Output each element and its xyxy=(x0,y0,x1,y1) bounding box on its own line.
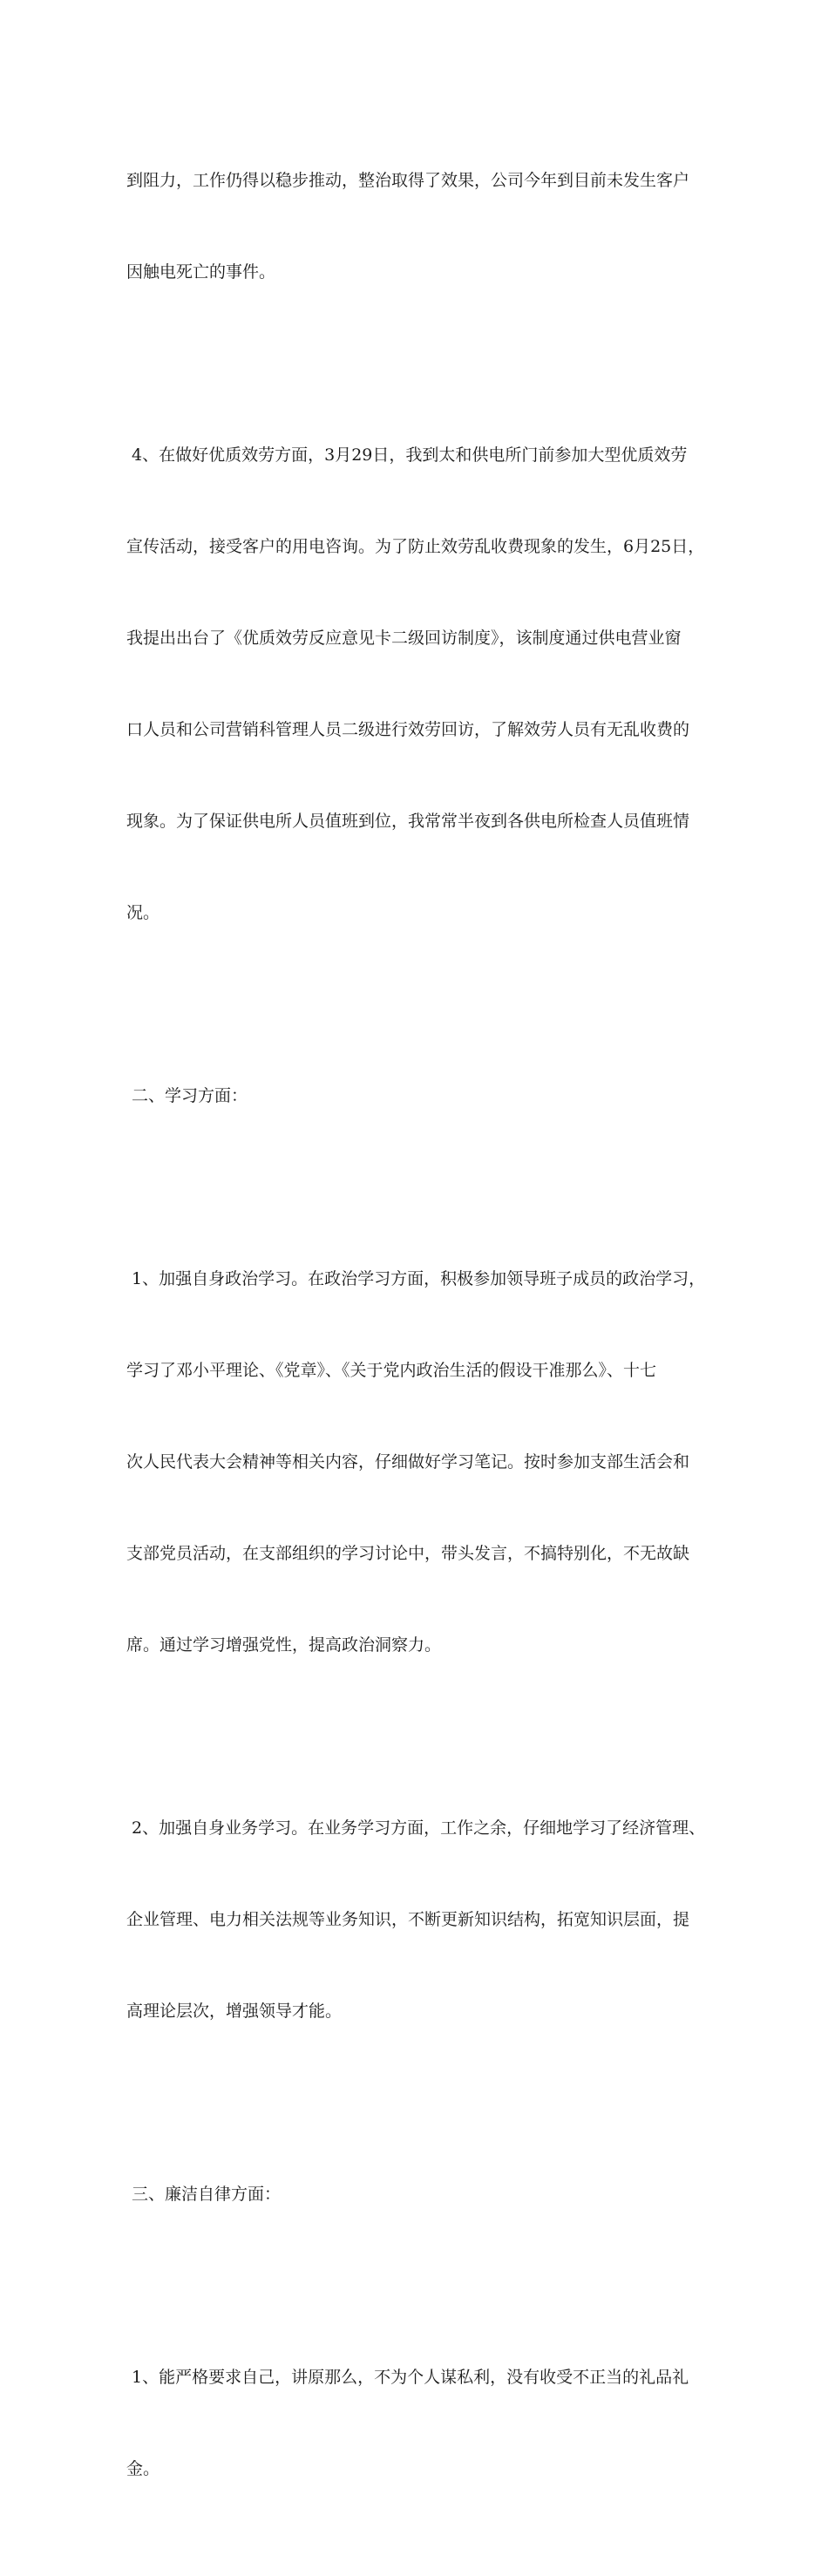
text-line: 4、在做好优质效劳方面，3月29日，我到太和供电所门前参加大型优质效劳 xyxy=(126,445,688,465)
paragraph-continuation xyxy=(126,105,706,349)
heading-line: 三、廉洁自律方面： xyxy=(126,2185,282,2204)
paragraph-item-4 xyxy=(126,379,706,989)
text-line: 2、加强自身业务学习。在业务学习方面，工作之余，仔细地学习了经济管理、 xyxy=(126,1818,706,1838)
text-line: 1、加强自身政治学习。在政治学习方面，积极参加领导班子成员的政治学习， xyxy=(126,1269,706,1288)
text-line: 况。 xyxy=(126,903,160,922)
document-body xyxy=(126,105,706,2576)
text-line: 支部党员活动，在支部组织的学习讨论中，带头发言，不搞特别化，不无故缺 xyxy=(126,1544,690,1563)
paragraph-self-discipline xyxy=(126,2301,706,2545)
text-line: 次人民代表大会精神等相关内容，仔细做好学习笔记。按时参加支部生活会和 xyxy=(126,1452,690,1472)
text-line: 宣传活动，接受客户的用电咨询。为了防止效劳乱收费现象的发生，6月25日， xyxy=(126,537,705,556)
text-line: 到阻力，工作仍得以稳步推动，整治取得了效果，公司今年到目前未发生客户 xyxy=(126,171,690,190)
text-line: 现象。为了保证供电所人员值班到位，我常常半夜到各供电所检查人员值班情 xyxy=(126,812,690,831)
text-line: 1、能严格要求自己，讲原那么，不为个人谋私利，没有收受不正当的礼品礼 xyxy=(126,2368,689,2387)
paragraph-business-study xyxy=(126,1752,706,2088)
text-line: 学习了邓小平理论、《党章》、《关于党内政治生活的假设干准那么》、十七 xyxy=(126,1361,657,1380)
section-heading-integrity xyxy=(126,2118,706,2271)
text-line: 我提出出台了《优质效劳反应意见卡二级回访制度》，该制度通过供电营业窗 xyxy=(126,629,682,648)
text-line: 金。 xyxy=(126,2459,160,2478)
heading-line: 二、学习方面： xyxy=(126,1086,248,1105)
paragraph-political-study xyxy=(126,1203,706,1722)
text-line: 企业管理、电力相关法规等业务知识，不断更新知识结构，拓宽知识层面，提 xyxy=(126,1910,690,1929)
section-heading-study xyxy=(126,1020,706,1172)
text-line: 高理论层次，增强领导才能。 xyxy=(126,2002,343,2021)
text-line: 因触电死亡的事件。 xyxy=(126,262,276,282)
text-line: 席。通过学习增强党性，提高政治洞察力。 xyxy=(126,1635,442,1655)
text-line: 口人员和公司营销科管理人员二级进行效劳回访，了解效劳人员有无乱收费的 xyxy=(126,720,690,739)
